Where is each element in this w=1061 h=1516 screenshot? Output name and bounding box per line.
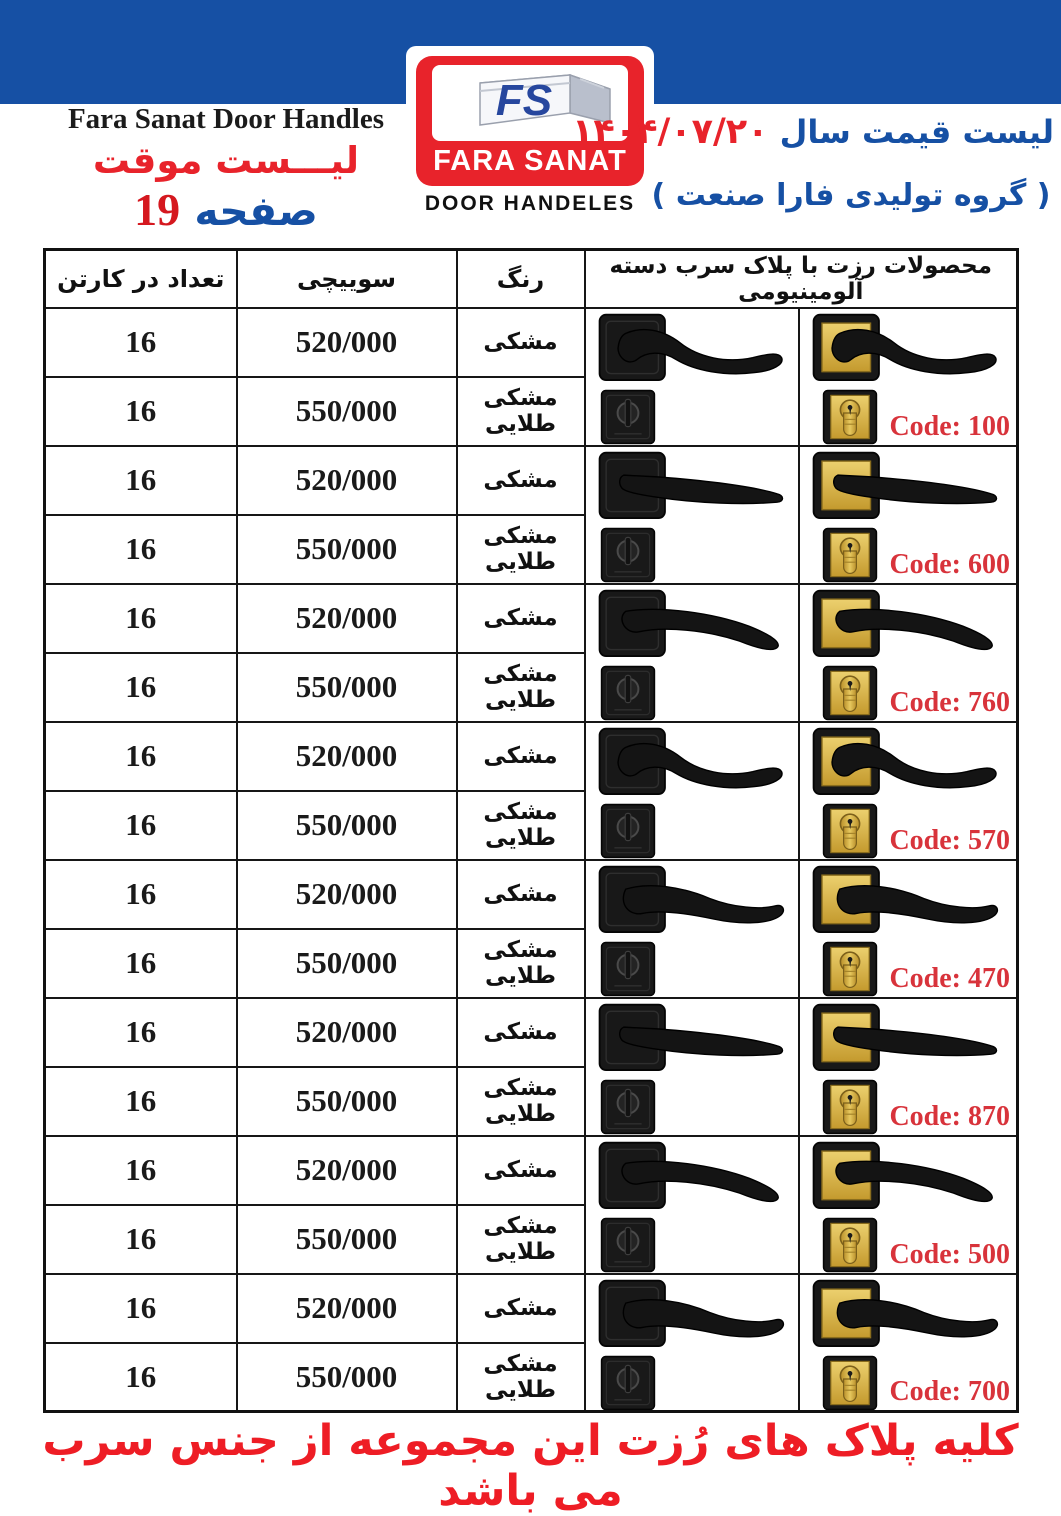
color-cell: مشکی طلایی xyxy=(457,515,585,584)
qty-cell: 16 xyxy=(45,446,237,515)
table-row xyxy=(45,1136,1018,1205)
key-cylinder-icon xyxy=(822,803,878,859)
product-cell-black xyxy=(585,722,799,860)
price-list-date: ۱۴۰۴/۰۷/۲۰ xyxy=(572,112,769,152)
door-handle-black-icon xyxy=(590,311,794,395)
product-cell-gold xyxy=(799,308,1018,446)
qty-cell: 16 xyxy=(45,1274,237,1343)
product-cell-gold xyxy=(799,860,1018,998)
product-cell-black xyxy=(585,308,799,446)
price-cell: 520/000 xyxy=(237,998,457,1067)
logo-brand-text: FARA SANAT xyxy=(433,145,627,177)
price-cell: 520/000 xyxy=(237,446,457,515)
door-handle-gold-icon xyxy=(804,311,1008,395)
svg-text:FS: FS xyxy=(495,76,553,125)
price-list-title xyxy=(572,110,1054,156)
color-cell: مشکی طلایی xyxy=(457,791,585,860)
table-row xyxy=(45,1274,1018,1343)
qty-cell: 16 xyxy=(45,860,237,929)
qty-cell: 16 xyxy=(45,1205,237,1274)
product-cell-gold xyxy=(799,722,1018,860)
code-label: Code: 570 xyxy=(889,824,1010,856)
qty-cell: 16 xyxy=(45,791,237,860)
qty-cell: 16 xyxy=(45,722,237,791)
door-handle-gold-icon xyxy=(804,725,1008,809)
product-cell-black xyxy=(585,1274,799,1412)
color-cell: مشکی xyxy=(457,1274,585,1343)
product-cell-gold xyxy=(799,446,1018,584)
door-handle-black-icon xyxy=(590,449,794,533)
door-handle-black-icon xyxy=(590,725,794,809)
header-right xyxy=(572,110,1054,213)
door-handle-gold-icon xyxy=(804,1001,1008,1085)
key-cylinder-icon xyxy=(822,1079,878,1135)
product-cell-black xyxy=(585,446,799,584)
table-header-row xyxy=(45,250,1018,308)
price-cell: 520/000 xyxy=(237,1274,457,1343)
price-cell: 520/000 xyxy=(237,860,457,929)
door-handle-gold-icon xyxy=(804,1277,1008,1361)
code-label: Code: 700 xyxy=(889,1376,1010,1407)
products-column-header: محصولات رزت با پلاک سرب دسته آلومینیومی xyxy=(585,250,1018,308)
door-handle-black-icon xyxy=(590,1277,794,1361)
price-cell: 550/000 xyxy=(237,929,457,998)
price-cell: 520/000 xyxy=(237,1136,457,1205)
code-label: Code: 600 xyxy=(889,548,1010,580)
logo-subtitle-text: DOOR HANDELES xyxy=(424,192,636,215)
color-cell: مشکی طلایی xyxy=(457,653,585,722)
header-left xyxy=(38,104,414,236)
price-cell: 550/000 xyxy=(237,791,457,860)
qty-cell: 16 xyxy=(45,515,237,584)
color-cell: مشکی xyxy=(457,722,585,791)
code-label: Code: 870 xyxy=(889,1100,1010,1132)
qty-cell: 16 xyxy=(45,1343,237,1412)
table-row xyxy=(45,446,1018,515)
code-label: Code: 760 xyxy=(889,686,1010,718)
color-cell: مشکی طلایی xyxy=(457,1343,585,1412)
color-cell: مشکی طلایی xyxy=(457,377,585,446)
door-handle-gold-icon xyxy=(804,587,1008,671)
key-cylinder-icon xyxy=(822,1217,878,1273)
table-row xyxy=(45,584,1018,653)
product-cell-black xyxy=(585,860,799,998)
door-handle-gold-icon xyxy=(804,449,1008,533)
qty-cell: 16 xyxy=(45,998,237,1067)
price-cell: 550/000 xyxy=(237,653,457,722)
door-handle-gold-icon xyxy=(804,863,1008,947)
color-cell: مشکی xyxy=(457,1136,585,1205)
page-indicator xyxy=(38,185,414,236)
temporary-list-label: لیـــست موقت xyxy=(92,138,360,182)
qty-cell: 16 xyxy=(45,929,237,998)
thumbturn-icon xyxy=(600,389,656,445)
door-handle-black-icon xyxy=(590,863,794,947)
switch-column-header: سوییچی xyxy=(237,250,457,308)
price-cell: 520/000 xyxy=(237,584,457,653)
key-cylinder-icon xyxy=(822,389,878,445)
price-cell: 550/000 xyxy=(237,1205,457,1274)
qty-cell: 16 xyxy=(45,377,237,446)
product-cell-black xyxy=(585,1136,799,1274)
page-word: صفحه xyxy=(194,187,318,236)
product-cell-black xyxy=(585,998,799,1136)
color-cell: مشکی xyxy=(457,860,585,929)
company-group-line: ( گروه تولیدی فارا صنعت ) xyxy=(651,177,1051,213)
key-cylinder-icon xyxy=(822,941,878,997)
page-number: 19 xyxy=(134,184,181,236)
thumbturn-icon xyxy=(600,665,656,721)
door-handle-gold-icon xyxy=(804,1139,1008,1223)
qty-column-header: تعداد در کارتن xyxy=(45,250,237,308)
color-cell: مشکی xyxy=(457,998,585,1067)
qty-cell: 16 xyxy=(45,1067,237,1136)
price-table xyxy=(43,248,1019,1413)
key-cylinder-icon xyxy=(822,527,878,583)
qty-cell: 16 xyxy=(45,584,237,653)
table-row xyxy=(45,998,1018,1067)
product-cell-gold xyxy=(799,1136,1018,1274)
price-cell: 550/000 xyxy=(237,515,457,584)
footer-note: کلیه پلاک های رُزت این مجموعه از جنس سرب می باشد xyxy=(42,1416,1019,1516)
price-cell: 550/000 xyxy=(237,377,457,446)
table-row xyxy=(45,860,1018,929)
product-cell-gold xyxy=(799,584,1018,722)
qty-cell: 16 xyxy=(45,1136,237,1205)
table-row xyxy=(45,308,1018,377)
thumbturn-icon xyxy=(600,1217,656,1273)
key-cylinder-icon xyxy=(822,665,878,721)
english-title: Fara Sanat Door Handles xyxy=(67,103,385,135)
price-cell: 520/000 xyxy=(237,308,457,377)
product-cell-gold xyxy=(799,1274,1018,1412)
code-label: Code: 500 xyxy=(889,1238,1010,1270)
color-cell: مشکی xyxy=(457,446,585,515)
product-cell-gold xyxy=(799,998,1018,1136)
thumbturn-icon xyxy=(600,1355,656,1411)
color-column-header: رنگ xyxy=(457,250,585,308)
price-cell: 550/000 xyxy=(237,1343,457,1412)
code-label: Code: 470 xyxy=(889,962,1010,994)
qty-cell: 16 xyxy=(45,308,237,377)
thumbturn-icon xyxy=(600,527,656,583)
thumbturn-icon xyxy=(600,941,656,997)
color-cell: مشکی طلایی xyxy=(457,1067,585,1136)
price-cell: 550/000 xyxy=(237,1067,457,1136)
thumbturn-icon xyxy=(600,1079,656,1135)
color-cell: مشکی طلایی xyxy=(457,1205,585,1274)
price-list-label: لیست قیمت سال xyxy=(779,113,1054,151)
product-cell-black xyxy=(585,584,799,722)
qty-cell: 16 xyxy=(45,653,237,722)
table-row xyxy=(45,722,1018,791)
key-cylinder-icon xyxy=(822,1355,878,1411)
code-label: Code: 100 xyxy=(889,410,1010,442)
door-handle-black-icon xyxy=(590,1001,794,1085)
door-handle-black-icon xyxy=(590,587,794,671)
color-cell: مشکی طلایی xyxy=(457,929,585,998)
color-cell: مشکی xyxy=(457,584,585,653)
price-cell: 520/000 xyxy=(237,722,457,791)
thumbturn-icon xyxy=(600,803,656,859)
color-cell: مشکی xyxy=(457,308,585,377)
door-handle-black-icon xyxy=(590,1139,794,1223)
